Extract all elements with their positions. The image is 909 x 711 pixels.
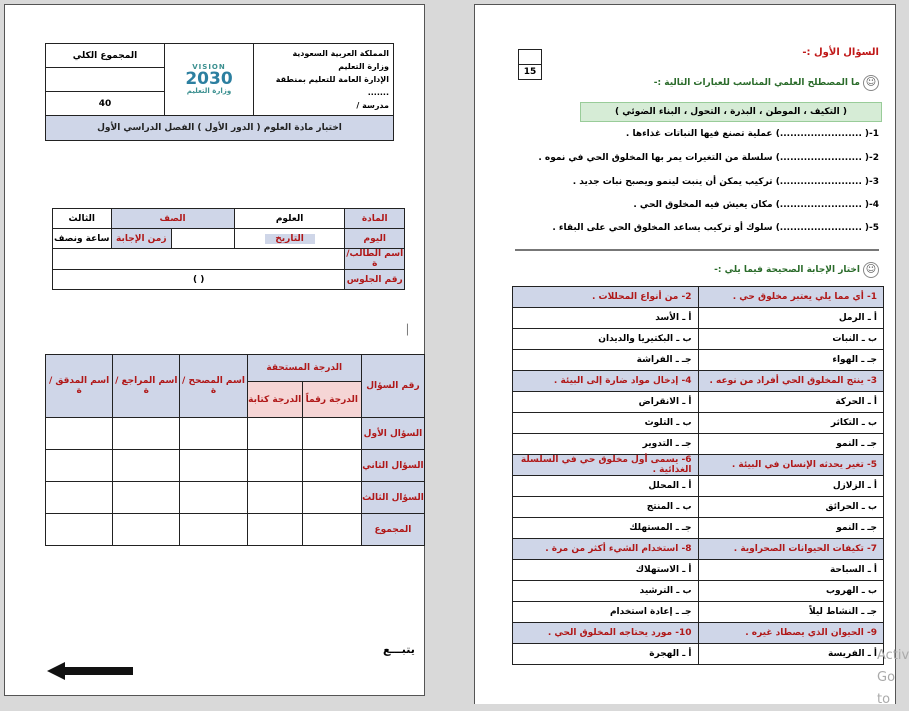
mcq-option[interactable]: جـ ـ النمو [698, 434, 884, 455]
grade-cell[interactable] [46, 418, 113, 450]
vision-logo [165, 44, 254, 116]
mcq-question: 7- تكيفات الحيوانات الصحراوية . [698, 539, 884, 560]
student-name-label: اسم الطالب/ة [346, 249, 404, 269]
mcq-option[interactable]: جـ ـ المستهلك [513, 518, 699, 539]
statement-number: 3-( [864, 177, 879, 187]
date-label: التاريخ [265, 234, 315, 244]
statement-2 [538, 153, 879, 163]
smiley-icon: ☺ [863, 262, 879, 278]
grade-label: الصف [111, 209, 234, 229]
logo-year-text: 2030 [185, 69, 233, 89]
statement-5 [552, 223, 879, 233]
day-field[interactable] [234, 229, 345, 249]
mcq-question: 8- استخدام الشيء أكثر من مرة . [513, 539, 699, 560]
score-box [518, 49, 542, 80]
mcq-option[interactable]: ب ـ الترشيد [513, 581, 699, 602]
mcq-option[interactable]: أ ـ السباحة [698, 560, 884, 581]
statement-text[interactable]: ........................) تركيب يمكن أن ينبت لينمو ويصبح نبات جديد . [572, 177, 862, 187]
mcq-question: 9- الحيوان الذي يصطاد غيره . [698, 623, 884, 644]
grade-row-label: السؤال الثاني [361, 450, 424, 482]
statement-3 [573, 177, 879, 187]
mcq-option[interactable]: ب ـ النبات [698, 329, 884, 350]
statement-text[interactable]: ........................) سلوك أو تركيب يساعد المخلوق الحي على البقاء . [552, 223, 862, 233]
statement-text[interactable]: ........................) عملية تصنع فيها النباتات غذاءها . [625, 129, 862, 139]
mcq-option[interactable]: ب ـ البكتيريا والديدان [513, 329, 699, 350]
subject-label: المادة [345, 209, 405, 229]
mcq-table [512, 286, 884, 665]
admin-line: الإدارة العامة للتعليم بمنطقة ....... [275, 75, 389, 97]
time-value: ساعة ونصف [53, 229, 112, 249]
mcq-question: 5- تغير يحدثه الإنسان في البيئة . [698, 455, 884, 476]
grade-cell[interactable] [113, 418, 180, 450]
day-label: اليوم [345, 229, 405, 249]
watermark-line: Activ [877, 648, 909, 663]
grade-row-label: السؤال الثالث [361, 482, 424, 514]
exam-title: اختبار مادة العلوم ( الدور الأول ) الفصل الدراسي الأول [46, 116, 394, 141]
grade-cell[interactable] [180, 482, 247, 514]
checker-name-header: اسم المدقق / ة [46, 355, 113, 418]
time-label: زمن الإجابة [111, 229, 172, 249]
mcq-option[interactable]: جـ ـ التدوير [513, 434, 699, 455]
grade-cell[interactable] [247, 482, 302, 514]
grade-cell[interactable] [113, 514, 180, 546]
grade-text-header: الدرجة كتابة [247, 382, 302, 418]
mcq-option[interactable]: جـ ـ إعادة استخدام [513, 602, 699, 623]
grade-cell[interactable] [180, 450, 247, 482]
statement-text[interactable]: ........................) سلسلة من التغيرات يمر بها المخلوق الحي في نموه . [538, 153, 862, 163]
statement-number: 1-( [864, 129, 879, 139]
text-cursor-icon: ▏ [407, 325, 415, 336]
mcq-question: 10- مورد يحتاجه المخلوق الحي . [513, 623, 699, 644]
logo-ministry-text: وزارة التعليم [186, 87, 232, 95]
admin-line: وزارة التعليم [338, 62, 389, 71]
grade-cell[interactable] [302, 418, 361, 450]
grade-cell[interactable] [247, 418, 302, 450]
statement-1 [626, 129, 879, 139]
grade-cell[interactable] [113, 450, 180, 482]
score-value: 15 [519, 65, 542, 80]
total-label: المجموع الكلي [46, 44, 165, 68]
mcq-option[interactable]: ب ـ التكاثر [698, 413, 884, 434]
grade-cell[interactable] [247, 514, 302, 546]
grade-cell[interactable] [113, 482, 180, 514]
mcq-option[interactable]: أ ـ الرمل [698, 308, 884, 329]
mcq-option[interactable]: ب ـ المنتج [513, 497, 699, 518]
part-a-heading [654, 75, 879, 91]
grade-row-label: السؤال الأول [361, 418, 424, 450]
mcq-question: 4- إدخال مواد ضارة إلى البيئة . [513, 371, 699, 392]
statement-number: 5-( [864, 223, 879, 233]
mcq-question: 6- يسمى أول مخلوق حي في السلسلة الغذائية . [513, 455, 699, 476]
word-bank: ( التكيف ، الموطن ، البذرة ، التحول ، البناء الضوئي ) [580, 102, 882, 122]
grade-cell[interactable] [180, 418, 247, 450]
mcq-option[interactable]: أ ـ الاستهلاك [513, 560, 699, 581]
question-page [474, 4, 909, 707]
continue-label: يتبـــع [383, 643, 415, 656]
statement-number: 4-( [864, 200, 879, 210]
grade-value: الثالث [53, 209, 112, 229]
mcq-question: 2- من أنواع المحللات . [513, 287, 699, 308]
watermark-line: Go to [877, 670, 896, 707]
grade-cell[interactable] [46, 514, 113, 546]
mcq-option[interactable]: جـ ـ النمو [698, 518, 884, 539]
part-b-title: اختار الإجابة الصحيحة فيما يلي :- [714, 265, 860, 275]
logo-vision-text: VISION [192, 63, 226, 71]
grade-number-header: الدرجة رقماً [302, 382, 361, 418]
mcq-question: 1- أي مما يلي يعتبر مخلوق حي . [698, 287, 884, 308]
corrector-name-header: اسم المصحح / ة [180, 355, 247, 418]
mcq-option[interactable]: ب ـ التلوث [513, 413, 699, 434]
statement-4 [633, 200, 879, 210]
left-arrow-icon [47, 660, 137, 682]
admin-line: مدرسة / [356, 101, 389, 110]
mcq-option[interactable]: جـ ـ الفراشة [513, 350, 699, 371]
mcq-option[interactable]: أ ـ الفريسة [698, 644, 884, 665]
student-name-field[interactable] [53, 249, 345, 270]
subject-value: العلوم [234, 209, 345, 229]
total-blank [46, 68, 165, 92]
grade-cell[interactable] [302, 514, 361, 546]
statement-number: 2-( [864, 153, 879, 163]
grade-cell[interactable] [46, 450, 113, 482]
grade-cell[interactable] [302, 482, 361, 514]
mcq-option[interactable]: أ ـ الهجرة [513, 644, 699, 665]
admin-line: المملكة العربية السعودية [292, 49, 389, 58]
mcq-option[interactable]: أ ـ الانقراض [513, 392, 699, 413]
grades-table [45, 354, 425, 546]
info-table [52, 208, 405, 290]
seat-number-field[interactable]: ( ) [53, 270, 345, 290]
question-number-header: رقم السؤال [361, 355, 424, 418]
mcq-option[interactable]: ب ـ الهروب [698, 581, 884, 602]
mcq-option[interactable]: أ ـ الزلازل [698, 476, 884, 497]
deserved-grade-header: الدرجة المستحقة [247, 355, 361, 382]
part-b-heading [714, 262, 879, 278]
mcq-option[interactable]: ب ـ الحرائق [698, 497, 884, 518]
mcq-option[interactable]: جـ ـ الهواء [698, 350, 884, 371]
mcq-option[interactable]: جـ ـ النشاط ليلاً [698, 602, 884, 623]
statement-text[interactable]: ........................) مكان يعيش فيه المخلوق الحي . [633, 200, 862, 210]
question-one-title: السؤال الأول :- [802, 47, 879, 58]
grade-cell[interactable] [180, 514, 247, 546]
mcq-question: 3- ينتج المخلوق الحي أفراد من نوعه . [698, 371, 884, 392]
date-field[interactable] [172, 229, 235, 249]
admin-info [254, 44, 394, 116]
part-a-title: ما المصطلح العلمي المناسب للعبارات التالية :- [653, 78, 860, 88]
score-blank [519, 50, 542, 65]
grade-cell[interactable] [46, 482, 113, 514]
grade-cell[interactable] [302, 450, 361, 482]
total-value: 40 [46, 92, 165, 116]
cover-page [4, 4, 425, 696]
grade-cell[interactable] [247, 450, 302, 482]
smiley-icon: ☺ [863, 75, 879, 91]
reviewer-name-header: اسم المراجع / ة [113, 355, 180, 418]
activation-watermark [877, 645, 909, 711]
section-divider [515, 249, 879, 251]
seat-number-label: رقم الجلوس [345, 270, 405, 290]
mcq-option[interactable]: أ ـ الأسد [513, 308, 699, 329]
mcq-option[interactable]: أ ـ المحلل [513, 476, 699, 497]
grade-row-label: المجموع [361, 514, 424, 546]
mcq-option[interactable]: أ ـ الحركة [698, 392, 884, 413]
header-table [45, 43, 394, 141]
